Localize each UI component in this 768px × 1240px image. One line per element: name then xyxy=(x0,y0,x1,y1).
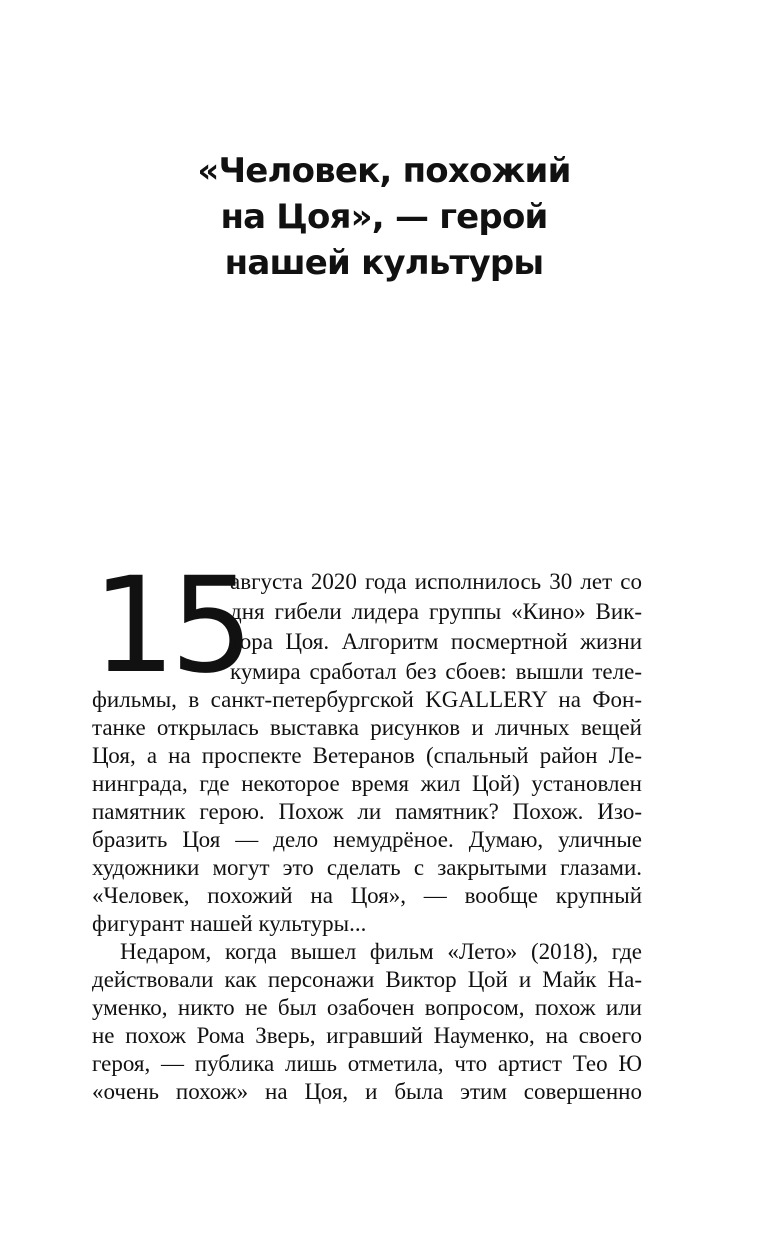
text-line: танке открылась выставка рисунков и личных вещей xyxy=(92,715,642,740)
text-line: нинграда, где некоторое время жил Цой) установлен xyxy=(92,771,642,796)
text-line: кумира сработал без сбоев: вышли теле- xyxy=(230,659,642,684)
text-line: бразить Цоя — дело немудрёное. Думаю, уличные xyxy=(92,827,642,852)
text-line: «очень похож» на Цоя, и была этим совершенно xyxy=(92,1079,642,1104)
text-line: Цоя, а на проспекте Ветеранов (спальный район Ле- xyxy=(92,743,642,768)
text-line: фильмы, в санкт-петербургской KGALLERY на Фон- xyxy=(92,687,642,712)
text-line: «Человек, похожий на Цоя», — вообще крупный xyxy=(92,883,642,908)
text-line: художники могут это сделать с закрытыми глазами. xyxy=(92,855,642,880)
chapter-title-line: нашей культуры xyxy=(224,243,544,283)
text-line: августа 2020 года исполнилось 30 лет со xyxy=(230,569,642,594)
text-line: памятник герою. Похож ли памятник? Похож. Изо- xyxy=(92,799,642,824)
text-line: героя, — публика лишь отметила, что артист Тео Ю xyxy=(92,1051,642,1076)
chapter-title-line: «Человек, похожий xyxy=(197,151,571,191)
text-line: дня гибели лидера группы «Кино» Вик- xyxy=(230,599,642,624)
chapter-title-line: на Цоя», — герой xyxy=(220,197,548,237)
text-line: фигурант нашей культуры... xyxy=(92,911,367,936)
text-line: не похож Рома Зверь, игравший Науменко, на своего xyxy=(92,1023,642,1048)
text-line: уменко, никто не был озабочен вопросом, похож или xyxy=(92,995,642,1020)
drop-cap: 15 xyxy=(92,549,248,703)
text-line: тора Цоя. Алгоритм посмертной жизни xyxy=(230,629,642,654)
text-line: действовали как персонажи Виктор Цой и Майк На- xyxy=(92,967,642,992)
text-line: Недаром, когда вышел фильм «Лето» (2018), где xyxy=(120,939,642,964)
